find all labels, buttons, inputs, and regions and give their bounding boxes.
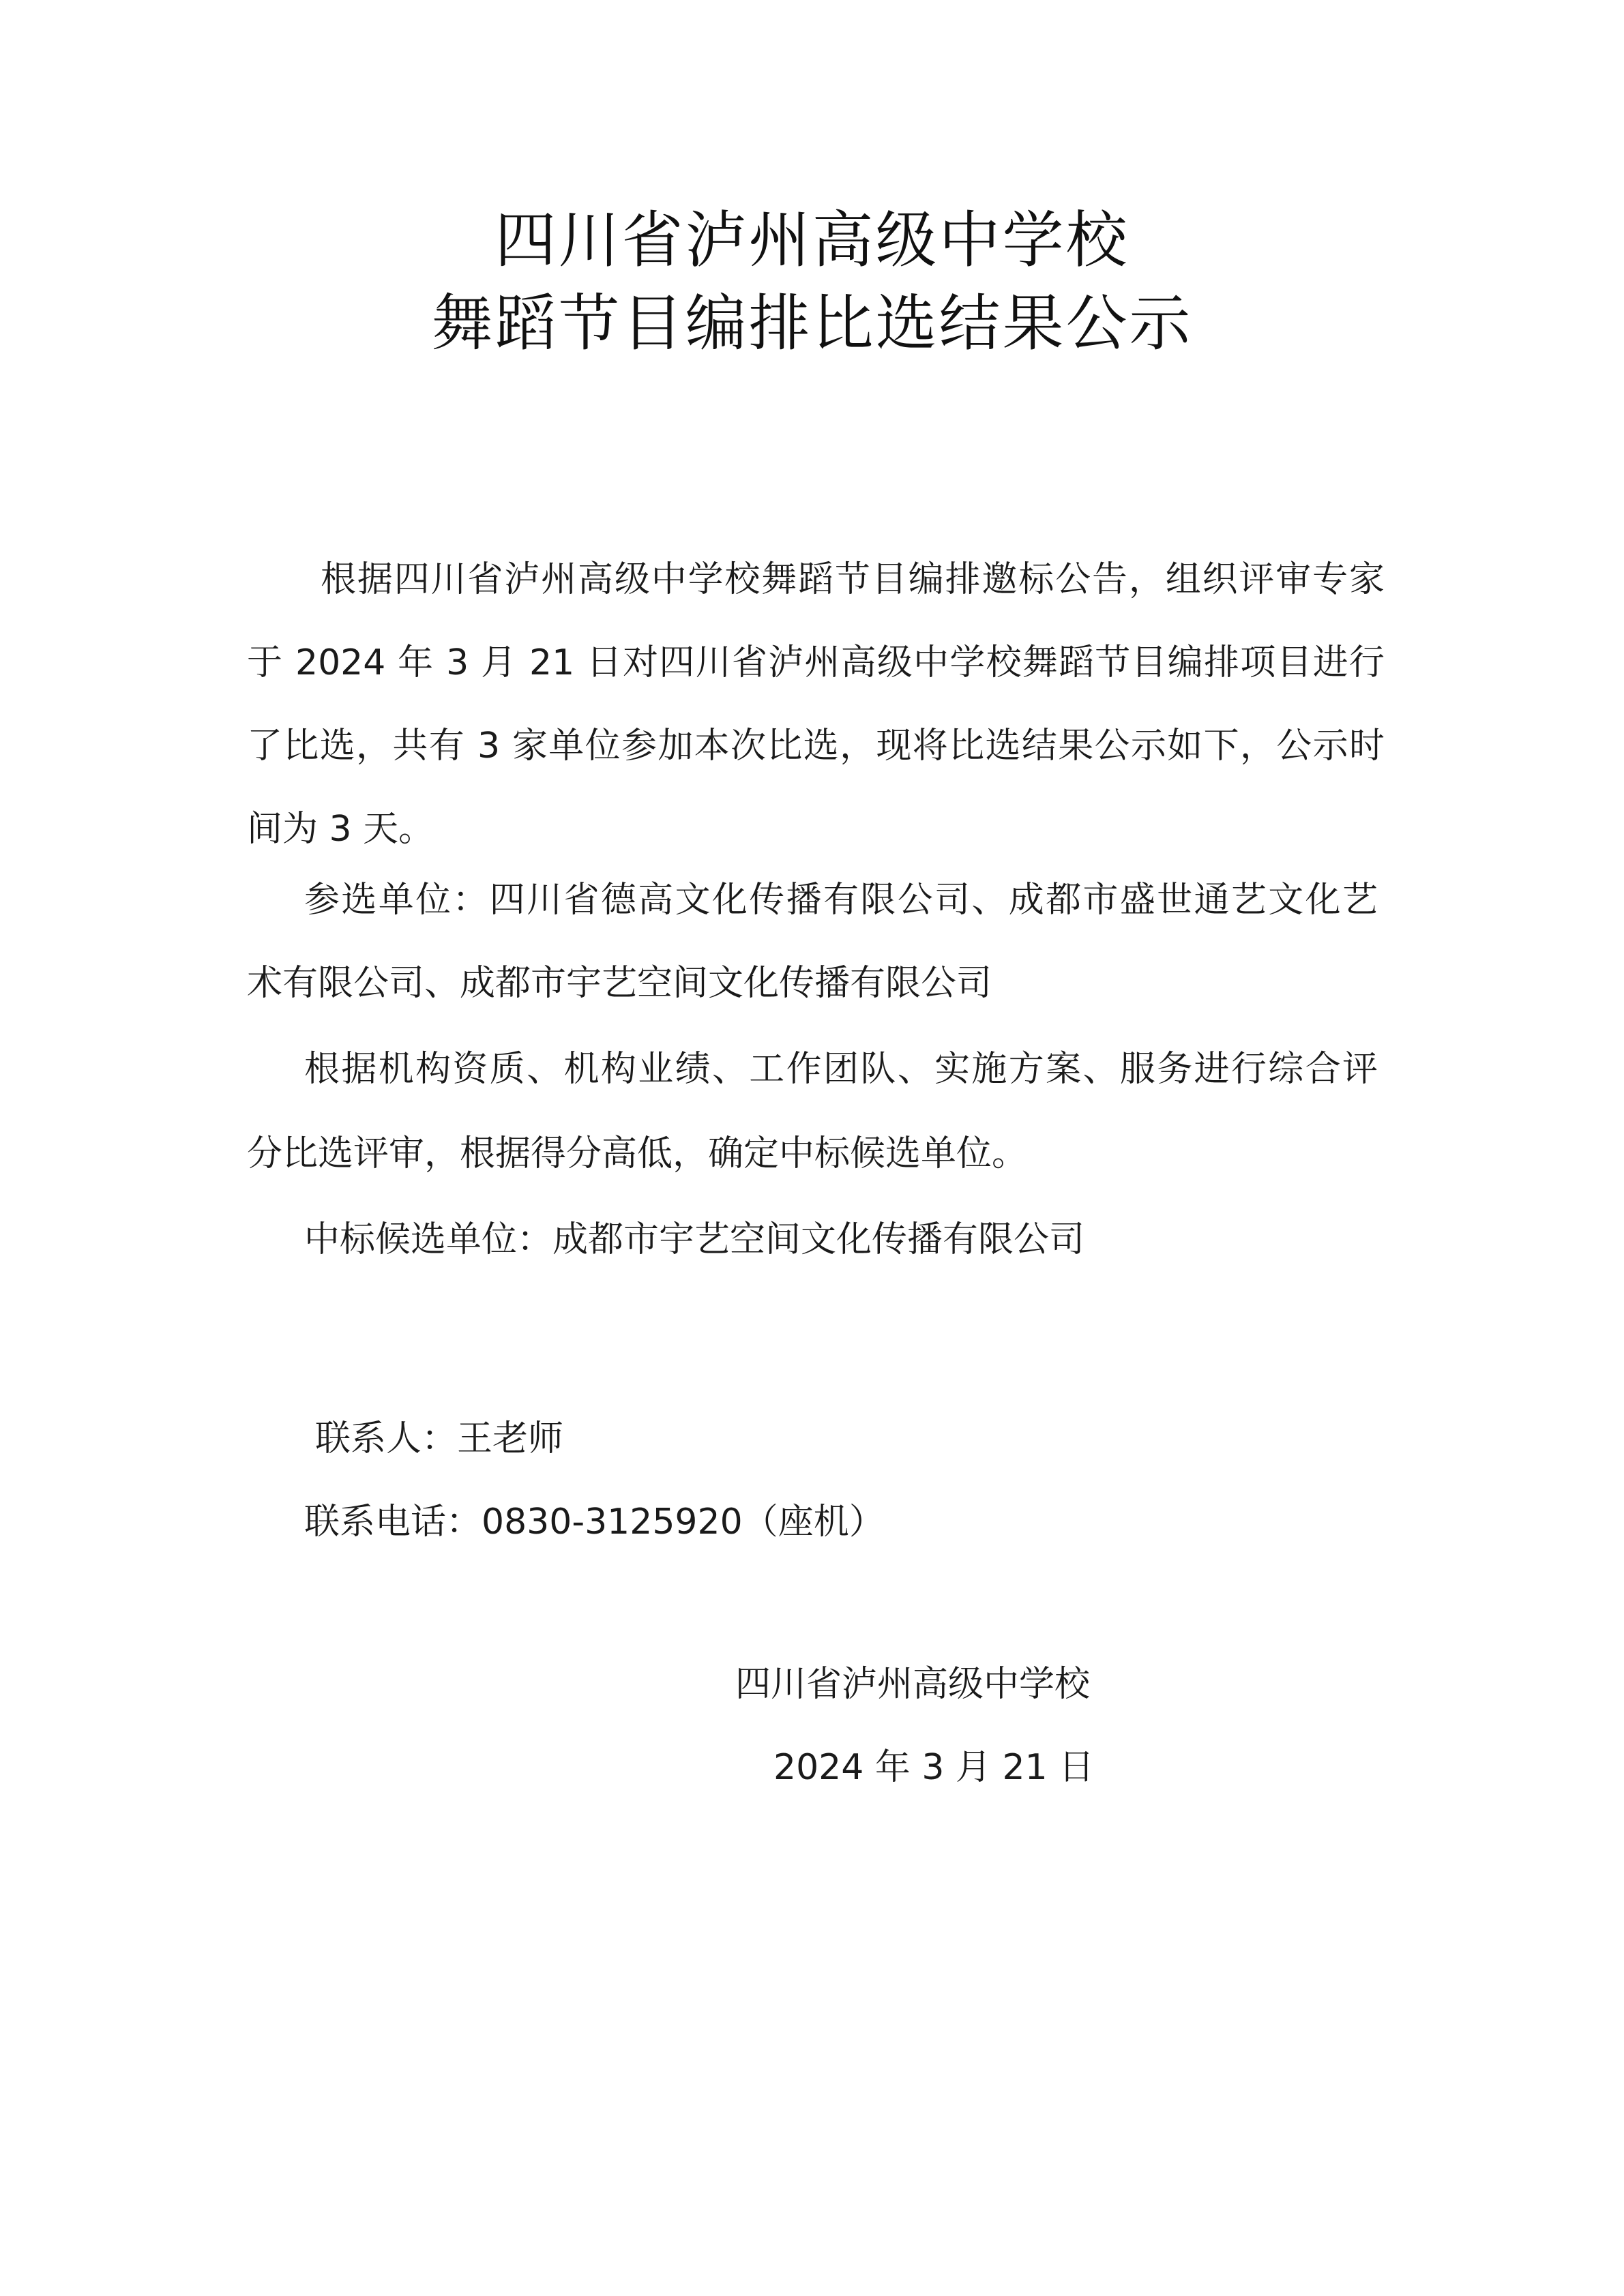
paragraph-1-line-4: 间为 3 天。 (247, 809, 434, 850)
paragraph-3-line-2: 分比选评审，根据得分高低，确定中标候选单位。 (247, 1133, 1028, 1174)
paragraph-1-line-3: 了比选，共有 3 家单位参加本次比选，现将比选结果公示如下，公示时 (247, 726, 1385, 766)
paragraph-3-line-1: 根据机构资质、机构业绩、工作团队、实施方案、服务进行综合评 (304, 1049, 1378, 1090)
contact-phone: 联系电话：0830-3125920（座机） (304, 1502, 885, 1542)
paragraph-2-line-1: 参选单位：四川省德高文化传播有限公司、成都市盛世通艺文化艺 (304, 880, 1378, 921)
signature-date: 2024 年 3 月 21 日 (773, 1747, 1095, 1788)
paragraph-1-line-2: 于 2024 年 3 月 21 日对四川省泸州高级中学校舞蹈节目编排项目进行 (247, 642, 1385, 683)
paragraph-2-line-2: 术有限公司、成都市宇艺空间文化传播有限公司 (247, 963, 992, 1004)
document-title-line-2: 舞蹈节目编排比选结果公示 (431, 288, 1193, 359)
paragraph-1-line-1: 根据四川省泸州高级中学校舞蹈节目编排邀标公告，组织评审专家 (321, 559, 1385, 600)
contact-person: 联系人：王老师 (315, 1418, 564, 1459)
signature-organization: 四川省泸州高级中学校 (735, 1664, 1091, 1705)
document-title-line-1: 四川省泸州高级中学校 (494, 205, 1130, 276)
paragraph-4: 中标候选单位：成都市宇艺空间文化传播有限公司 (304, 1219, 1085, 1260)
